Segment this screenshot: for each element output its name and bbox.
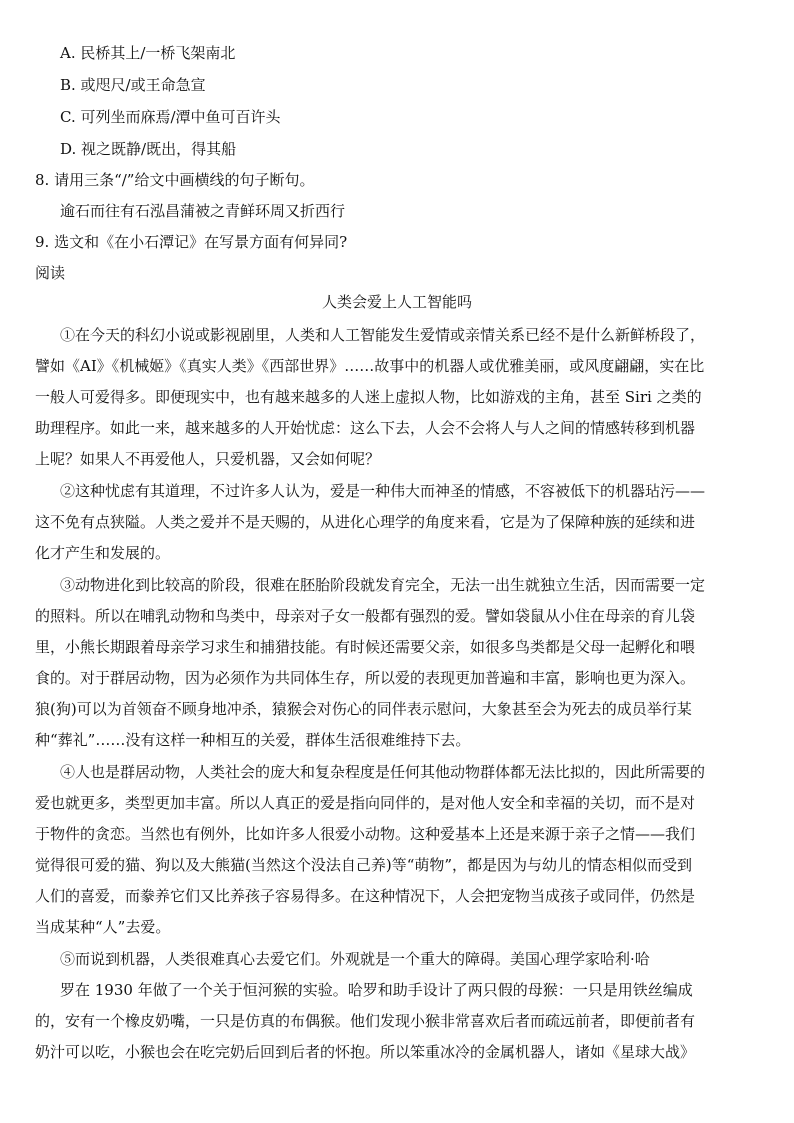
paragraph-line: 种“葬礼”……没有这样一种相互的关爱，群体生活很难维持下去。 <box>35 731 471 749</box>
question-8-prompt: 8. 请用三条“/”给文中画横线的句子断句。 <box>35 171 315 189</box>
option-a: A. 民桥其上/一桥飞架南北 <box>60 44 236 62</box>
paragraph-line: 上呢？如果人不再爱他人，只爱机器，又会如何呢？ <box>35 450 381 468</box>
paragraph-line: 里，小熊长期跟着母亲学习求生和捕猎技能。有时候还需要父亲，如很多鸟类都是父母一起孵化和喂 <box>35 638 696 656</box>
paragraph-line: 的照料。所以在哺乳动物和鸟类中，母亲对子女一般都有强烈的爱。譬如袋鼠从小住在母亲的育儿袋 <box>35 607 696 625</box>
paragraph-line: ③动物进化到比较高的阶段，很难在胚胎阶段就发育完全，无法一出生就独立生活，因而需要一定 <box>60 576 706 594</box>
paragraph-line: ⑤而说到机器，人类很难真心去爱它们。外观就是一个重大的障碍。美国心理学家哈利·哈 <box>60 950 650 968</box>
section-label: 阅读 <box>35 264 66 282</box>
option-c: C. 可列坐而庥焉/潭中鱼可百许头 <box>60 108 281 126</box>
option-b: B. 或咫尺/或王命急宣 <box>60 76 206 94</box>
paragraph-line: 食的。对于群居动物，因为必须作为共同体生存，所以爱的表现更加普遍和丰富，影响也更为深入。 <box>35 669 696 687</box>
paragraph-line: 一般人可爱得多。即便现实中，也有越来越多的人迷上虚拟人物，比如游戏的主角，甚至 Siri 之类的 <box>35 388 702 406</box>
question-8-text: 逾石而往有石泓昌蒲被之青鲜环周又折西行 <box>60 202 346 220</box>
question-9: 9. 选文和《在小石潭记》在写景方面有何异同? <box>35 233 348 251</box>
option-d: D. 视之既静/既出，得其船 <box>60 140 237 158</box>
paragraph-line: 狼(狗)可以为首领奋不顾身地冲杀，猿猴会对伤心的同伴表示慰问，大象甚至会为死去的成员举行某 <box>35 700 692 718</box>
paragraph-line: 罗在 1930 年做了一个关于恒河猴的实验。哈罗和助手设计了两只假的母猴：一只是用铁丝编成 <box>60 981 693 999</box>
paragraph-line: 助理程序。如此一来，越来越多的人开始忧虑：这么下去，人会不会将人与人之间的情感转移到机器 <box>35 419 696 437</box>
paragraph-line: 于物件的贪恋。当然也有例外，比如许多人很爱小动物。这种爱基本上还是来源于亲子之情——我们 <box>35 825 696 843</box>
paragraph-line: 化才产生和发展的。 <box>35 544 171 562</box>
paragraph-line: 奶汁可以吃，小猴也会在吃完奶后回到后者的怀抱。所以笨重冰冷的金属机器人，诸如《星球大战》 <box>35 1043 696 1061</box>
paragraph-line: 人们的喜爱，而豢养它们又比养孩子容易得多。在这种情况下，人会把宠物当成孩子或同伴，仍然是 <box>35 887 696 905</box>
article-title: 人类会爱上人工智能吗 <box>321 293 472 311</box>
paragraph-line: ④人也是群居动物，人类社会的庞大和复杂程度是任何其他动物群体都无法比拟的，因此所需要的 <box>60 763 706 781</box>
paragraph-line: ①在今天的科幻小说或影视剧里，人类和人工智能发生爱情或亲情关系已经不是什么新鲜桥段了， <box>60 326 706 344</box>
paragraph-line: 觉得很可爱的猫、狗以及大熊猫(当然这个没法自己养)等“萌物”，都是因为与幼儿的情态相似而受到 <box>35 856 693 874</box>
paragraph-line: ②这种忧虑有其道理，不过许多人认为，爱是一种伟大而神圣的情感，不容被低下的机器玷污—— <box>60 482 706 500</box>
paragraph-line: 譬如《AI》《机械姬》《真实人类》《西部世界》……故事中的机器人或优雅美丽，或风度翩翩，实在比 <box>35 357 705 375</box>
paragraph-line: 爱也就更多，类型更加丰富。所以人真正的爱是指向同伴的，是对他人安全和幸福的关切，而不是对 <box>35 794 696 812</box>
paragraph-line: 这不免有点狭隘。人类之爱并不是天赐的，从进化心理学的角度来看，它是为了保障种族的延续和进 <box>35 513 696 531</box>
paragraph-line: 的，安有一个橡皮奶嘴，一只是仿真的布偶猴。他们发现小猴非常喜欢后者而疏远前者，即便前者有 <box>35 1012 696 1030</box>
paragraph-line: 当成某种“人”去爱。 <box>35 918 171 936</box>
